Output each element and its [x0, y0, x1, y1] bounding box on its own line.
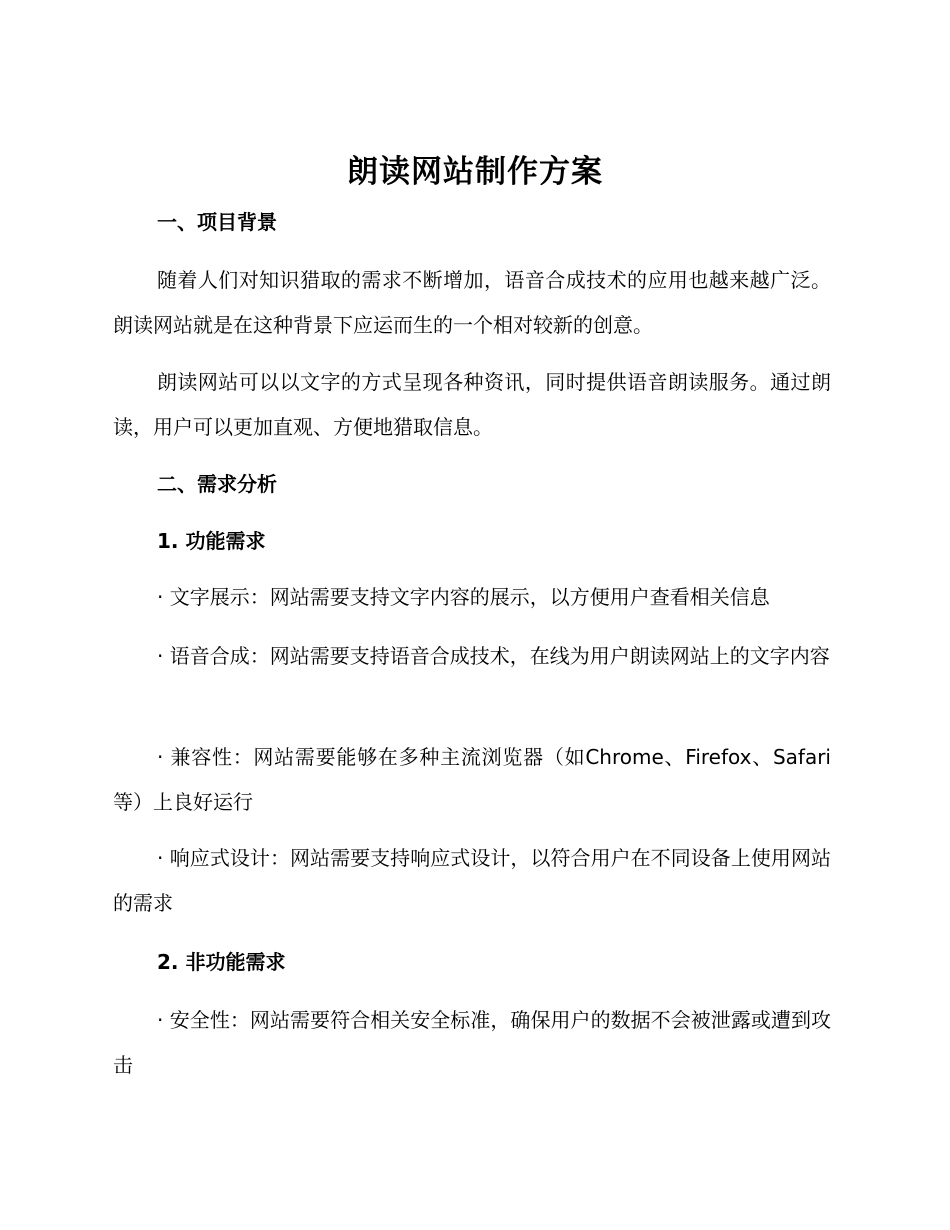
- functional-item-speech-synthesis: · 语音合成：网站需要支持语音合成技术，在线为用户朗读网站上的文字内容: [157, 644, 830, 668]
- functional-item-responsive-design: · 响应式设计：网站需要支持响应式设计，以符合用户在不同设备上使用网站的需求: [113, 846, 831, 915]
- subsection-heading-nonfunctional: 2. 非功能需求: [157, 950, 286, 974]
- functional-item-compatibility: · 兼容性：网站需要能够在多种主流浏览器（如Chrome、Firefox、Safari等）上良好运行: [113, 745, 831, 814]
- background-paragraph-1: 随着人们对知识猎取的需求不断增加，语音合成技术的应用也越来越广泛。朗读网站就是在这种背景下应运而生的一个相对较新的创意。: [113, 268, 831, 337]
- section-heading-requirements: 二、需求分析: [157, 472, 277, 496]
- section-heading-background: 一、项目背景: [157, 210, 277, 234]
- nonfunctional-item-security: · 安全性：网站需要符合相关安全标准，确保用户的数据不会被泄露或遭到攻击: [113, 1008, 831, 1077]
- subsection-heading-functional: 1. 功能需求: [157, 529, 266, 553]
- document-title: 朗读网站制作方案: [347, 154, 603, 190]
- background-paragraph-2: 朗读网站可以以文字的方式呈现各种资讯，同时提供语音朗读服务。通过朗读，用户可以更加直观、方便地猎取信息。: [113, 370, 831, 439]
- functional-item-text-display: · 文字展示：网站需要支持文字内容的展示，以方便用户查看相关信息: [157, 585, 770, 609]
